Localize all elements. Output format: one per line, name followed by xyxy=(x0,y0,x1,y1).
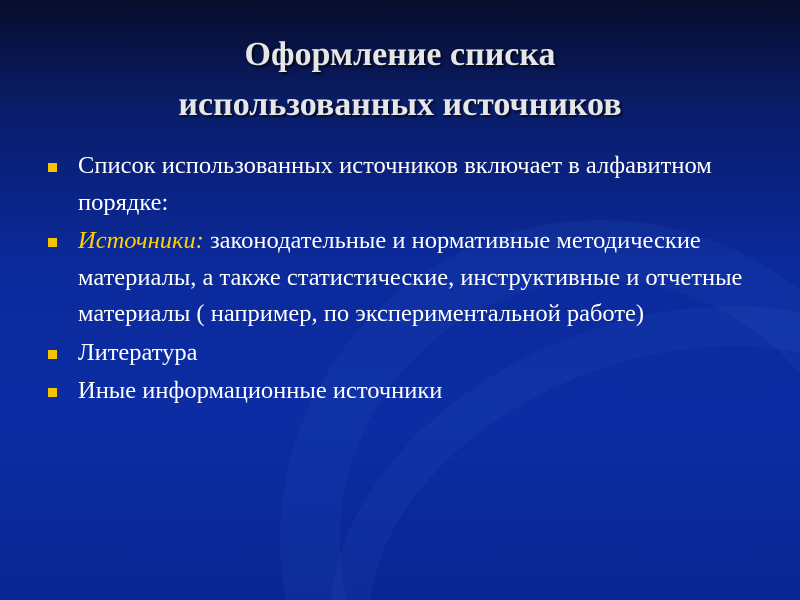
bullet-text: Литература xyxy=(78,338,198,366)
square-bullet-icon xyxy=(48,350,57,359)
title-line: Оформление списка xyxy=(244,36,556,73)
bullet-accent-text: Источники: xyxy=(78,227,204,254)
list-item xyxy=(42,335,762,372)
bullet-text: Список использованных источников включает в алфавитном порядке: xyxy=(78,152,712,216)
bullet-text: законодательные и нормативные методические материалы, а также статистические, инструктивные и отчетные материалы ( например, по экспериментальной работе) xyxy=(78,227,743,327)
square-bullet-icon xyxy=(48,238,57,247)
list-item xyxy=(42,223,762,333)
bullet-list xyxy=(42,148,762,412)
slide-title xyxy=(0,30,800,130)
square-bullet-icon xyxy=(48,163,57,172)
square-bullet-icon xyxy=(48,388,57,397)
bullet-text: Иные информационные источники xyxy=(78,377,443,404)
title-line: использованных источников xyxy=(178,86,622,123)
list-item xyxy=(42,148,762,221)
list-item xyxy=(42,373,762,410)
